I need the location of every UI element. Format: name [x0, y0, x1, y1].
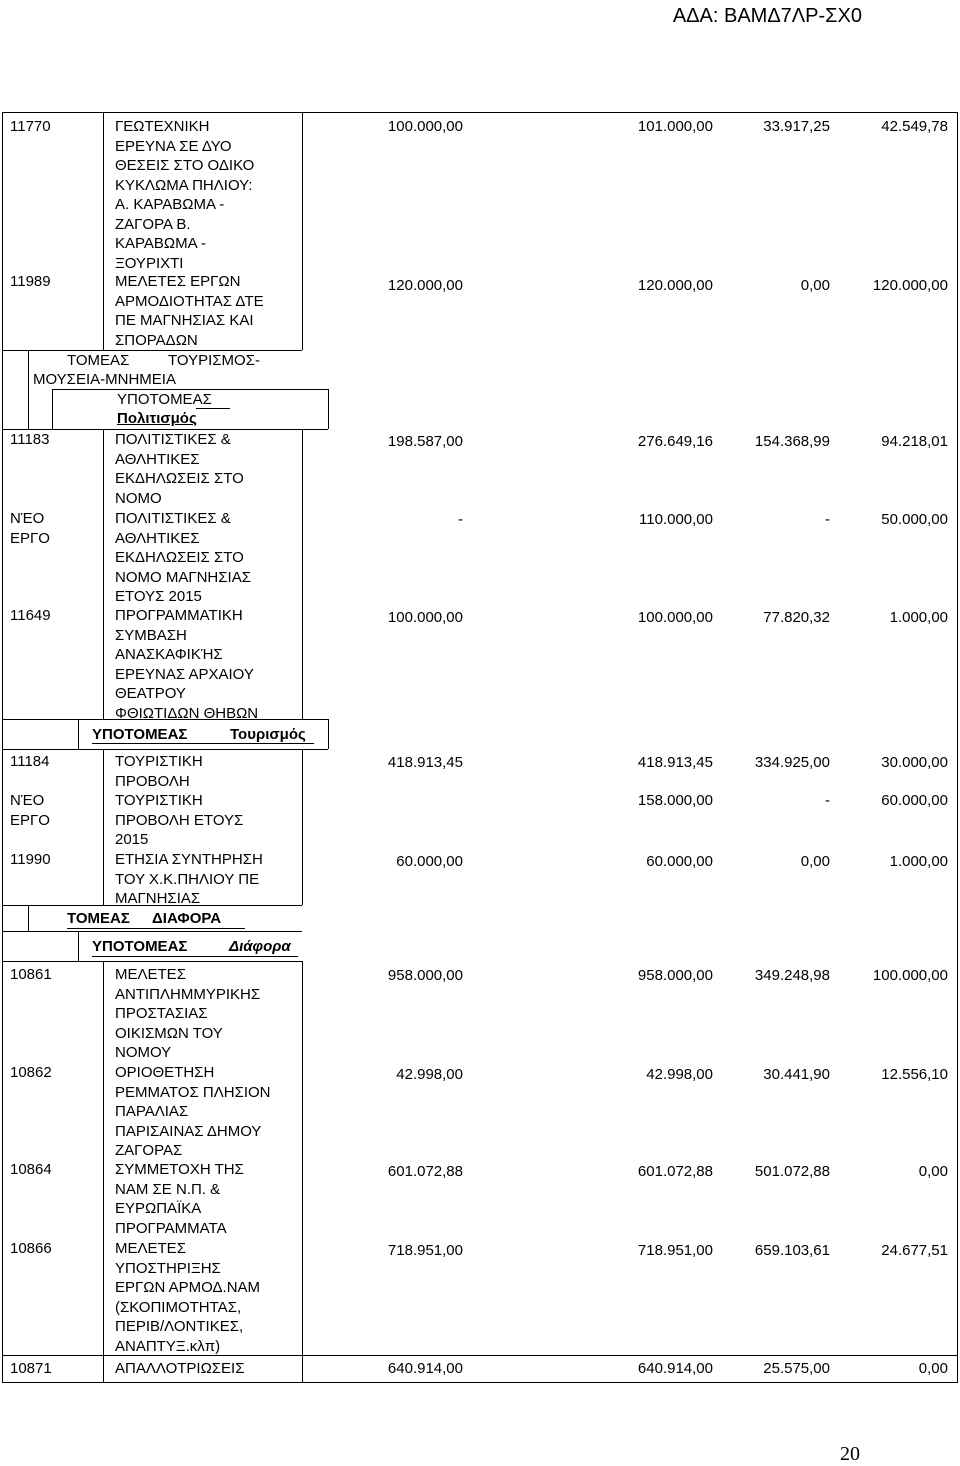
cell-value: 33.917,25	[763, 118, 830, 135]
row-description: ΟΡΙΟΘΕΤΗΣΗ ΡΕΜΜΑΤΟΣ ΠΛΗΣΙΟΝ ΠΑΡΑΛΙΑΣ ΠΑΡΙΣΑΙΝΑΣ ΔΗΜΟΥ ΖΑΓΟΡΑΣ	[115, 1064, 271, 1159]
cell-value: 24.677,51	[881, 1242, 948, 1259]
cell-value: -	[825, 511, 830, 528]
subsector-underline	[196, 408, 230, 409]
col-divider	[103, 961, 104, 1383]
sector-label: ΤΟΜΕΑΣ	[67, 352, 130, 369]
row-code: ΝΈΟ ΕΡΓΟ	[10, 510, 50, 547]
cell-value: 601.072,88	[637, 1163, 713, 1180]
cell-value: 198.587,00	[387, 433, 463, 450]
cell-value: 120.000,00	[387, 277, 463, 294]
cell-value: 30.441,90	[763, 1066, 830, 1083]
sector-gutter	[328, 389, 329, 429]
row-code: 11989	[10, 273, 51, 290]
cell-value: 94.218,01	[881, 433, 948, 450]
row-code: ΝΈΟ ΕΡΓΟ	[10, 792, 50, 829]
cell-value: -	[825, 792, 830, 809]
cell-value: 958.000,00	[387, 967, 463, 984]
sector-underline	[67, 928, 245, 929]
cell-value: 100.000,00	[637, 609, 713, 626]
sector-gutter	[28, 350, 29, 429]
subsector-name: Διάφορα	[229, 938, 291, 955]
cell-value: 418.913,45	[387, 754, 463, 771]
subsector-underline	[92, 743, 314, 744]
row-description: ΠΡΟΓΡΑΜΜΑΤΙΚΗ ΣΥΜΒΑΣΗ ΑΝΑΣΚΑΦΙΚΉΣ ΕΡΕΥΝΑΣ ΑΡΧΑΙΟΥ ΘΕΑΤΡΟΥ ΦΘΙΩΤΙΔΩΝ ΘΗΒΩΝ	[115, 607, 259, 722]
row-description: ΣΥΜΜΕΤΟΧΗ ΤΗΣ ΝΑΜ ΣΕ Ν.Π. & ΕΥΡΩΠΑΪΚΑ ΠΡΟΓΡΑΜΜΑΤΑ	[115, 1161, 244, 1237]
col-divider	[302, 749, 303, 905]
cell-value: 100.000,00	[387, 609, 463, 626]
subsector-name: Τουρισμός	[230, 726, 306, 743]
cell-value: 640.914,00	[637, 1360, 713, 1377]
subsector-label: ΥΠΟΤΟΜΕΑΣ	[117, 391, 212, 408]
cell-value: 659.103,61	[754, 1242, 830, 1259]
col-divider	[302, 429, 303, 719]
row-code: 10864	[10, 1161, 52, 1178]
cell-value: 120.000,00	[872, 277, 948, 294]
cell-value: 42.998,00	[646, 1066, 713, 1083]
cell-value: 601.072,88	[387, 1163, 463, 1180]
ada-header: ΑΔΑ: ΒΑΜΔ7ΛΡ-ΣΧ0	[672, 5, 862, 27]
row-description: ΠΟΛΙΤΙΣΤΙΚΕΣ & ΑΘΛΗΤΙΚΕΣ ΕΚΔΗΛΩΣΕΙΣ ΣΤΟ ΝΟΜΟ ΜΑΓΝΗΣΙΑΣ ΕΤΟΥΣ 2015	[115, 510, 251, 605]
cell-value: 60.000,00	[881, 792, 948, 809]
cell-value: 154.368,99	[754, 433, 830, 450]
sector-label: ΤΟΜΕΑΣ	[67, 910, 130, 927]
subsector-underline	[92, 956, 298, 957]
row-code: 10866	[10, 1240, 52, 1257]
row-description: ΓΕΩΤΕΧΝΙΚΗ ΕΡΕΥΝΑ ΣΕ ΔΥΟ ΘΕΣΕΙΣ ΣΤΟ ΟΔΙΚΟ ΚΥΚΛΩΜΑ ΠΗΛΙΟΥ: Α. ΚΑΡΑΒΩΜΑ - ΖΑΓΟΡΑ Β. ΚΑΡΑΒΩΜΑ - ΞΟΥΡΙΧΤΙ	[115, 118, 255, 272]
row-code: 11990	[10, 851, 51, 868]
cell-value: 0,00	[800, 853, 830, 870]
cell-value: 0,00	[918, 1163, 948, 1180]
col-divider	[302, 961, 303, 1383]
cell-value: 349.248,98	[754, 967, 830, 984]
row-code: 10862	[10, 1064, 52, 1081]
sector-gutter	[78, 719, 79, 749]
col-divider	[103, 749, 104, 905]
cell-value: 501.072,88	[754, 1163, 830, 1180]
subsector-label: ΥΠΟΤΟΜΕΑΣ	[92, 938, 188, 955]
cell-value: 60.000,00	[646, 853, 713, 870]
sector-name: ΤΟΥΡΙΣΜΟΣ-	[168, 352, 260, 369]
cell-value: 42.998,00	[396, 1066, 463, 1083]
cell-value: 1.000,00	[889, 609, 948, 626]
col-divider	[302, 112, 303, 350]
row-divider	[2, 931, 302, 932]
row-code: 11649	[10, 607, 51, 624]
cell-value: 30.000,00	[881, 754, 948, 771]
subsector-label: ΥΠΟΤΟΜΕΑΣ	[92, 726, 188, 743]
sector-gutter	[52, 389, 53, 429]
cell-value: 42.549,78	[881, 118, 948, 135]
cell-value: 110.000,00	[639, 511, 713, 528]
cell-value: -	[458, 511, 463, 528]
col-divider	[103, 112, 104, 350]
sector-name: ΔΙΑΦΟΡΑ	[152, 910, 222, 927]
row-description: ΑΠΑΛΛΟΤΡΙΩΣΕΙΣ	[115, 1360, 245, 1377]
row-code: 11770	[10, 118, 51, 135]
cell-value: 100.000,00	[872, 967, 948, 984]
cell-value: 718.951,00	[637, 1242, 713, 1259]
cell-value: 25.575,00	[763, 1360, 830, 1377]
cell-value: 100.000,00	[387, 118, 463, 135]
cell-value: 120.000,00	[637, 277, 713, 294]
row-description: ΤΟΥΡΙΣΤΙΚΗ ΠΡΟΒΟΛΗ ΕΤΟΥΣ 2015	[115, 792, 244, 848]
sector-name: ΜΟΥΣΕΙΑ-ΜΝΗΜΕΙΑ	[33, 371, 176, 388]
row-code: 11184	[10, 753, 50, 770]
cell-value: 1.000,00	[889, 853, 948, 870]
row-code: 10861	[10, 966, 52, 983]
col-divider	[103, 429, 104, 719]
cell-value: 60.000,00	[396, 853, 463, 870]
cell-value: 50.000,00	[881, 511, 948, 528]
row-description: ΜΕΛΕΤΕΣ ΥΠΟΣΤΗΡΙΞΗΣ ΕΡΓΩΝ ΑΡΜΟΔ.ΝΑΜ (ΣΚΟΠΙΜΟΤΗΤΑΣ, ΠΕΡΙΒ/ΛΟΝΤΙΚΕΣ, ΑΝΑΠΤΥΞ.κλπ)	[115, 1240, 261, 1355]
cell-value: 158.000,00	[637, 792, 713, 809]
cell-value: 0,00	[918, 1360, 948, 1377]
sector-gutter	[78, 931, 79, 961]
cell-value: 418.913,45	[637, 754, 713, 771]
cell-value: 334.925,00	[754, 754, 830, 771]
cell-value: 12.556,10	[881, 1066, 948, 1083]
row-code: 10871	[10, 1360, 52, 1377]
subsector-name: Πολιτισμός	[117, 410, 197, 427]
cell-value: 958.000,00	[637, 967, 713, 984]
cell-value: 640.914,00	[387, 1360, 463, 1377]
sector-gutter	[328, 719, 329, 749]
cell-value: 77.820,32	[763, 609, 830, 626]
cell-value: 101.000,00	[637, 118, 713, 135]
row-description: ΜΕΛΕΤΕΣ ΑΝΤΙΠΛΗΜΜΥΡΙΚΗΣ ΠΡΟΣΤΑΣΙΑΣ ΟΙΚΙΣΜΩΝ ΤΟΥ ΝΟΜΟΥ	[115, 966, 261, 1061]
row-divider	[2, 749, 328, 750]
row-divider	[2, 961, 302, 962]
row-description: ΕΤΗΣΙΑ ΣΥΝΤΗΡΗΣΗ ΤΟΥ Χ.Κ.ΠΗΛΙΟΥ ΠΕ ΜΑΓΝΗΣΙΑΣ	[115, 851, 263, 907]
cell-value: 276.649,16	[637, 433, 713, 450]
row-code: 11183	[10, 431, 50, 448]
cell-value: 0,00	[800, 277, 830, 294]
row-description: ΤΟΥΡΙΣΤΙΚΗ ΠΡΟΒΟΛΗ	[115, 753, 203, 790]
page-number: 20	[840, 1443, 860, 1465]
sector-gutter	[28, 905, 29, 931]
row-description: ΠΟΛΙΤΙΣΤΙΚΕΣ & ΑΘΛΗΤΙΚΕΣ ΕΚΔΗΛΩΣΕΙΣ ΣΤΟ ΝΟΜΟ	[115, 431, 244, 507]
row-description: ΜΕΛΕΤΕΣ ΕΡΓΩΝ ΑΡΜΟΔΙΟΤΗΤΑΣ ΔΤΕ ΠΕ ΜΑΓΝΗΣΙΑΣ ΚΑΙ ΣΠΟΡΑΔΩΝ	[115, 273, 264, 349]
cell-value: 718.951,00	[387, 1242, 463, 1259]
